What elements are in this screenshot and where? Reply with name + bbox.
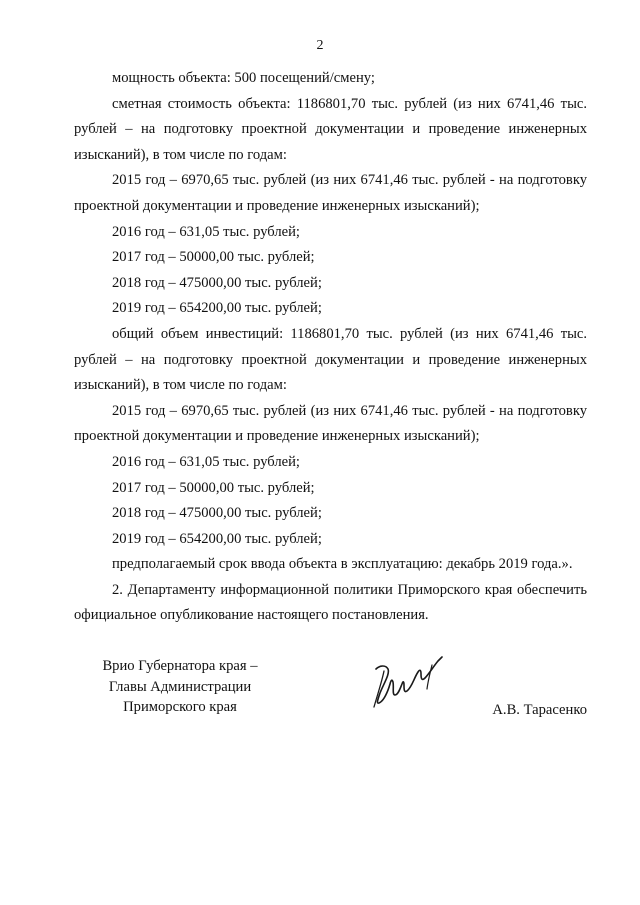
page-number: 2 <box>316 38 324 53</box>
signer-title-line-2: Главы Администрации <box>108 678 252 695</box>
paragraph-investment-2015: 2015 год – 6970,65 тыс. рублей (из них 6741,46 тыс. рублей - на подготовку проектной документации и проведение инженерных изысканий); <box>74 402 587 445</box>
signer-title-line-3: Приморского края <box>123 699 237 715</box>
paragraph-cost-2018: 2018 год – 475000,00 тыс. рублей; <box>112 274 322 291</box>
handwritten-signature-icon <box>366 651 448 711</box>
paragraph-investment-2019: 2019 год – 654200,00 тыс. рублей; <box>112 530 322 547</box>
paragraph-publication-order: 2. Департаменту информационной политики Приморского края обеспечить официальное опубликование настоящего постановления. <box>74 581 587 624</box>
paragraph-total-investment: общий объем инвестиций: 1186801,70 тыс. рублей (из них 6741,46 тыс. рублей – на подготовку проектной документации и проведение инженерных изысканий), в том числе по годам: <box>74 325 587 394</box>
paragraph-capacity: мощность объекта: 500 посещений/смену; <box>112 70 375 86</box>
paragraph-investment-2016: 2016 год – 631,05 тыс. рублей; <box>112 453 300 470</box>
signer-name: А.В. Тарасенко <box>492 702 587 718</box>
paragraph-estimated-cost: сметная стоимость объекта: 1186801,70 тыс. рублей (из них 6741,46 тыс. рублей – на подготовку проектной документации и проведение инженерных изысканий), в том числе по годам: <box>74 95 587 163</box>
paragraph-cost-2015: 2015 год – 6970,65 тыс. рублей (из них 6741,46 тыс. рублей - на подготовку проектной документации и проведение инженерных изысканий); <box>74 172 587 214</box>
signature-block <box>74 656 587 736</box>
document-body <box>74 66 587 629</box>
signer-title <box>80 656 280 718</box>
paragraph-cost-2016: 2016 год – 631,05 тыс. рублей; <box>112 223 300 240</box>
paragraph-investment-2017: 2017 год – 50000,00 тыс. рублей; <box>112 479 315 496</box>
paragraph-commissioning-date: предполагаемый срок ввода объекта в эксплуатацию: декабрь 2019 года.». <box>112 556 573 573</box>
paragraph-cost-2017: 2017 год – 50000,00 тыс. рублей; <box>112 249 315 266</box>
paragraph-cost-2019: 2019 год – 654200,00 тыс. рублей; <box>112 300 322 317</box>
paragraph-investment-2018: 2018 год – 475000,00 тыс. рублей; <box>112 505 322 522</box>
signer-title-line-1: Врио Губернатора края – <box>102 658 258 674</box>
